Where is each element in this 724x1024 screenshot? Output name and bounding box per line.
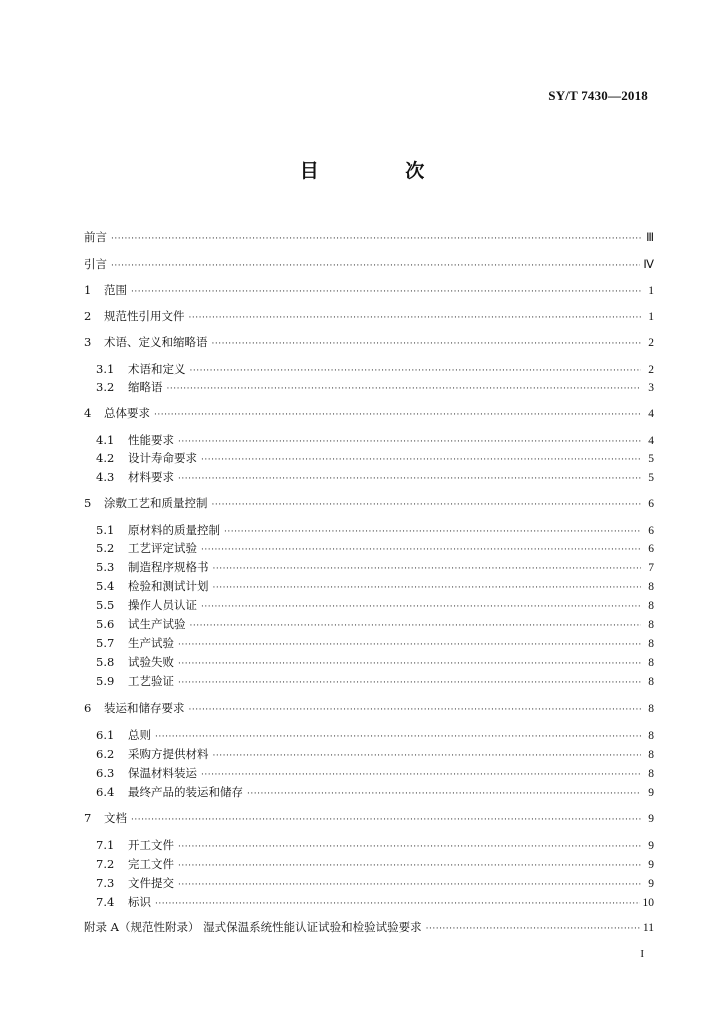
toc-entry-page: 1 [648,311,654,323]
toc-entry[interactable] [96,764,654,782]
toc-entry-number: 5.3 [96,560,115,574]
toc-entry-label: 试生产试验 [128,617,186,631]
dot-leader [178,470,641,488]
toc-entry[interactable] [96,521,654,539]
toc-entry-label: 采购方提供材料 [128,747,209,761]
dot-leader [212,496,642,514]
dot-leader [111,257,640,275]
toc-entry-label: 开工文件 [128,838,174,852]
toc-entry-label: 术语和定义 [128,362,186,376]
toc-entry[interactable] [96,672,654,690]
toc-entry-number: 7.3 [96,876,115,890]
dot-leader [178,636,641,654]
toc-entry-number: 7.4 [96,895,115,909]
dot-leader [426,920,640,938]
toc-entry-label: 涂敷工艺和质量控制 [104,496,208,510]
toc-entry-page: 9 [648,787,654,799]
toc-entry[interactable] [84,918,654,936]
toc-entry[interactable] [84,809,654,827]
toc-entry[interactable] [96,855,654,873]
toc-entry-label: 总体要求 [104,406,150,420]
toc-entry-number: 3 [84,335,92,349]
dot-leader [155,895,640,913]
dot-leader [154,406,641,424]
toc-entry-page: 2 [648,337,654,349]
toc-entry[interactable] [84,255,654,273]
toc-entry-number: 3.1 [96,362,115,376]
toc-entry-number: 5.7 [96,636,115,650]
toc-entry-number: 5.1 [96,523,115,537]
toc-entry-page: 10 [642,897,654,909]
toc-entry-label: 引言 [84,257,107,271]
toc-entry[interactable] [96,596,654,614]
toc-entry-label: 试验失败 [128,655,174,669]
dot-leader [212,335,642,353]
dot-leader [178,857,641,875]
toc-entry-page: 5 [648,453,654,465]
toc-entry-page: 3 [648,382,654,394]
toc-entry[interactable] [96,653,654,671]
toc-entry-label: 术语、定义和缩略语 [104,335,208,349]
toc-entry-page: Ⅳ [643,259,654,271]
toc-entry-number: 5.4 [96,579,115,593]
toc-entry[interactable] [84,281,654,299]
toc-entry-label: 规范性引用文件 [104,309,185,323]
dot-leader [131,811,641,829]
dot-leader [201,598,641,616]
toc-entry[interactable] [96,577,654,595]
dot-leader [201,541,641,559]
toc-entry-number: 5.2 [96,541,115,555]
toc-entry-label: 文档 [104,811,127,825]
toc-entry-label: 检验和测试计划 [128,579,209,593]
toc-entry-number: 4.1 [96,433,115,447]
toc-entry-page: 4 [648,408,654,420]
toc-entry-page: 9 [648,878,654,890]
dot-leader [178,838,641,856]
toc-entry[interactable] [84,404,654,422]
toc-entry-label: 总则 [128,728,151,742]
toc-entry[interactable] [84,333,654,351]
toc-entry-number: 7.1 [96,838,115,852]
page-title: 目 次 [299,160,465,182]
toc-entry-label: 保温材料装运 [128,766,197,780]
toc-entry-number: 4.2 [96,451,115,465]
dot-leader [155,728,641,746]
dot-leader [131,283,641,301]
toc-entry-page: 9 [648,813,654,825]
toc-entry-number: 6.2 [96,747,115,761]
toc-entry-label: 原材料的质量控制 [128,523,220,537]
dot-leader [201,451,641,469]
toc-entry[interactable] [96,893,654,911]
toc-entry-page: 11 [642,922,654,934]
toc-entry-label: 制造程序规格书 [128,560,209,574]
toc-entry-label: 完工文件 [128,857,174,871]
dot-leader [213,579,642,597]
toc-entry[interactable] [96,874,654,892]
toc-entry-label: 附录 A（规范性附录） 湿式保温系统性能认证试验和检验试验要求 [84,920,422,934]
toc-entry-label: 性能要求 [128,433,174,447]
dot-leader [178,674,641,692]
toc-entry-page: 8 [648,600,654,612]
toc-entry-label: 材料要求 [128,470,174,484]
toc-entry-label: 装运和储存要求 [104,701,185,715]
toc-entry-page: 9 [648,859,654,871]
toc-entry-label: 前言 [84,230,107,244]
toc-entry[interactable] [96,431,654,449]
page-number: I [640,948,644,960]
toc-entry-number: 5.8 [96,655,115,669]
dot-leader [189,309,642,327]
toc-entry-label: 操作人员认证 [128,598,197,612]
toc-entry-number: 3.2 [96,380,115,394]
toc-entry[interactable] [96,468,654,486]
toc-entry-number: 2 [84,309,92,323]
toc-entry[interactable] [96,539,654,557]
toc-entry-number: 6.1 [96,728,115,742]
toc-entry-number: 4 [84,406,92,420]
toc-entry-label: 工艺验证 [128,674,174,688]
toc-entry-page: 7 [648,562,654,574]
toc-entry-page: 1 [648,285,654,297]
toc-entry-page: 6 [648,543,654,555]
toc-entry[interactable] [96,558,654,576]
dot-leader [111,230,641,248]
toc-entry-number: 6 [84,701,92,715]
dot-leader [178,876,641,894]
toc-entry-label: 文件提交 [128,876,174,890]
toc-entry-page: 8 [648,768,654,780]
toc-entry-number: 1 [84,283,92,297]
dot-leader [167,380,642,398]
toc-entry-page: 8 [648,619,654,631]
toc-entry-number: 7.2 [96,857,115,871]
toc-entry-page: Ⅲ [646,232,654,244]
toc-entry-number: 6.3 [96,766,115,780]
toc-entry-page: 6 [648,498,654,510]
toc-entry[interactable] [84,307,654,325]
toc-entry-page: 9 [648,840,654,852]
dot-leader [213,560,642,578]
toc-entry-label: 生产试验 [128,636,174,650]
toc-entry[interactable] [96,449,654,467]
toc-entry-label: 设计寿命要求 [128,451,197,465]
toc-entry-page: 8 [648,657,654,669]
toc-entry-number: 5 [84,496,92,510]
toc-entry-number: 6.4 [96,785,115,799]
toc-entry-page: 8 [648,676,654,688]
toc-entry-label: 范围 [104,283,127,297]
toc-entry-label: 工艺评定试验 [128,541,197,555]
dot-leader [190,617,642,635]
toc-entry-number: 5.6 [96,617,115,631]
dot-leader [213,747,642,765]
toc-entry[interactable] [84,228,654,246]
toc-entry-page: 2 [648,364,654,376]
toc-entry[interactable] [96,836,654,854]
toc-entry[interactable] [96,745,654,763]
toc-entry-label: 缩略语 [128,380,163,394]
toc-entry[interactable] [96,378,654,396]
dot-leader [201,766,641,784]
toc-entry-page: 8 [648,703,654,715]
toc-entry-number: 5.9 [96,674,115,688]
toc-entry-label: 标识 [128,895,151,909]
toc-entry-number: 7 [84,811,92,825]
toc-entry-page: 4 [648,435,654,447]
toc-entry[interactable] [84,494,654,512]
toc-entry-number: 5.5 [96,598,115,612]
toc-entry[interactable] [96,783,654,801]
dot-leader [178,655,641,673]
toc-entry-page: 8 [648,749,654,761]
dot-leader [189,701,642,719]
toc-entry-label: 最终产品的装运和储存 [128,785,243,799]
toc-entry-page: 8 [648,638,654,650]
toc-entry[interactable] [96,634,654,652]
toc-entry-page: 6 [648,525,654,537]
toc-entry[interactable] [96,726,654,744]
toc-entry-page: 5 [648,472,654,484]
toc-entry[interactable] [84,699,654,717]
dot-leader [247,785,641,803]
toc-entry[interactable] [96,615,654,633]
toc-entry-number: 4.3 [96,470,115,484]
toc-entry-page: 8 [648,581,654,593]
toc-entry[interactable] [96,360,654,378]
toc-entry-page: 8 [648,730,654,742]
standard-code: SY/T 7430—2018 [548,88,648,103]
